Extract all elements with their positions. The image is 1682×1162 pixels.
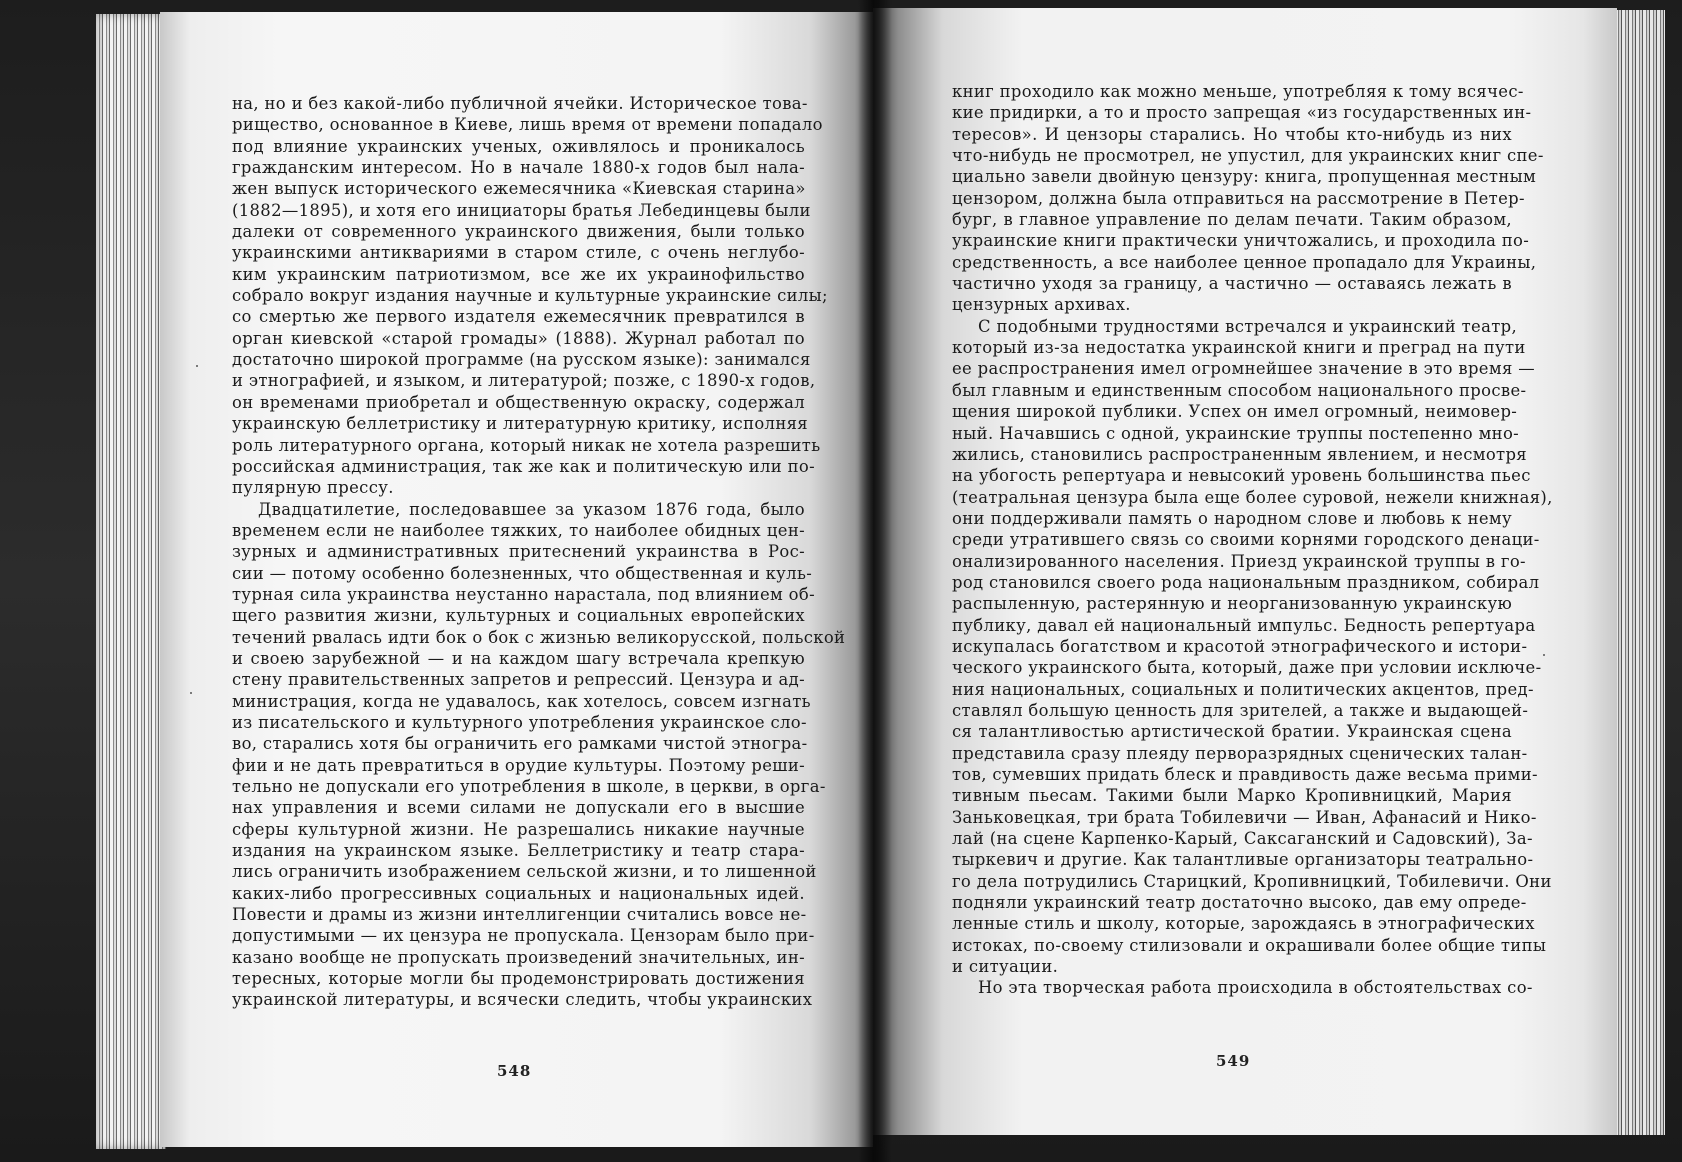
- text-line: онализированного населения. Приезд украинской труппы в го-: [952, 551, 1526, 571]
- text-line: и ситуации.: [952, 957, 1059, 977]
- text-line: пулярную прессу.: [232, 478, 394, 498]
- scan-speck: [196, 365, 198, 367]
- text-line: гражданским интересом. Но в начале 1880-х годов был нала-: [232, 158, 805, 178]
- left-page-text: [232, 93, 846, 1011]
- text-line: ее распространения имел огромнейшее значение в это время —: [952, 359, 1535, 379]
- text-line: был главным и единственным способом национального просве-: [952, 380, 1527, 400]
- text-line: жились, становились распространенным явлением, и несмотря: [952, 444, 1527, 464]
- text-line: ставлял большую ценность для зрителей, а также и выдающей-: [952, 700, 1529, 720]
- text-line: под влияние украинских ученых, оживлялось и проникалось: [232, 136, 805, 156]
- text-line: го дела потрудились Старицкий, Кропивницкий, Тобилевичи. Они: [952, 871, 1552, 891]
- text-line: рищество, основанное в Киеве, лишь время от времени попадало: [232, 115, 823, 135]
- text-line: Но эта творческая работа происходила в обстоятельствах со-: [978, 978, 1533, 998]
- text-line: украинскую беллетристику и литературную критику, исполняя: [232, 414, 808, 434]
- text-line: ния национальных, социальных и политических акцентов, пред-: [952, 679, 1534, 699]
- text-line: и своею зарубежной — и на каждом шагу встречала крепкую: [232, 648, 805, 668]
- text-line: сферы культурной жизни. Не разрешались никакие научные: [232, 819, 805, 839]
- left-page-number: 548: [497, 1062, 532, 1080]
- text-line: фии и не дать превратиться в орудие культуры. Поэтому реши-: [232, 755, 805, 775]
- text-line: украинскими антиквариями в старом стиле, с очень неглубо-: [232, 243, 805, 263]
- text-line: достаточно широкой программе (на русском языке): занимался: [232, 350, 811, 370]
- text-line: публику, давал ей национальный импульс. Бедность репертуара: [952, 615, 1536, 635]
- text-line: турная сила украинства неустанно нарастала, под влиянием об-: [232, 584, 815, 604]
- page-edges-left: [96, 14, 166, 1149]
- text-line: нах управления и всеми силами не допускали его в высшие: [232, 798, 805, 818]
- text-line: издания на украинском языке. Беллетристику и театр стара-: [232, 841, 805, 861]
- text-line: что-нибудь не просмотрел, не упустил, для украинских книг спе-: [952, 146, 1544, 166]
- text-line: зурных и административных притеснений украинства в Рос-: [232, 542, 805, 562]
- text-line: течений рвалась идти бок о бок с жизнью великорусской, польской: [232, 627, 846, 647]
- text-line: книг проходило как можно меньше, употребляя к тому всячес-: [952, 82, 1524, 101]
- text-line: каких-либо прогрессивных социальных и национальных идей.: [232, 883, 805, 903]
- text-line: ный. Начавшись с одной, украинские труппы постепенно мно-: [952, 423, 1520, 443]
- text-line: цензурных архивах.: [952, 295, 1131, 315]
- text-line: который из-за недостатка украинской книги и преград на пути: [952, 338, 1526, 358]
- text-line: на, но и без какой-либо публичной ячейки. Историческое това-: [232, 94, 808, 113]
- text-line: лай (на сцене Карпенко-Карый, Саксаганский и Садовский), За-: [952, 829, 1533, 849]
- text-line: жен выпуск исторического ежемесячника «Киевская старина»: [232, 179, 806, 199]
- text-line: подняли украинский театр достаточно высоко, дав ему опреде-: [952, 893, 1527, 913]
- text-line: род становился своего рода национальным праздником, собирал: [952, 572, 1540, 592]
- text-line: тельно не допускали его употребления в школе, в церкви, в орга-: [232, 777, 826, 796]
- text-line: роль литературного органа, который никак не хотела разрешить: [232, 435, 821, 455]
- text-line: цензором, должна была отправиться на рассмотрение в Петер-: [952, 188, 1525, 208]
- text-line: лись ограничить изображением сельской жизни, и то лишенной: [232, 862, 817, 882]
- scan-speck: [1543, 654, 1545, 656]
- text-line: распыленную, растерянную и неорганизованную украинскую: [952, 594, 1513, 614]
- text-line: украинской литературы, и всячески следить, чтобы украинских: [232, 990, 813, 1010]
- text-line: казано вообще не пропускать произведений значительных, ин-: [232, 947, 805, 967]
- text-line: временем если не наиболее тяжких, то наиболее обидных цен-: [232, 520, 805, 540]
- text-line: ленные стиль и школу, которые, зарождаясь в этнографических: [952, 914, 1535, 934]
- text-line: стену правительственных запретов и репрессий. Цензура и ад-: [232, 670, 805, 690]
- text-line: щего развития жизни, культурных и социальных европейских: [232, 606, 805, 626]
- text-line: частично уходя за границу, а частично — оставаясь лежать в: [952, 274, 1512, 294]
- text-line: (театральная цензура была еще более суровой, нежели книжная),: [952, 487, 1553, 507]
- text-line: истоках, по-своему стилизовали и окрашивали более общие типы: [952, 935, 1547, 955]
- text-line: и этнографией, и языком, и литературой; позже, с 1890-х годов,: [232, 371, 816, 391]
- text-line: бург, в главное управление по делам печати. Таким образом,: [952, 210, 1512, 230]
- text-line: представила сразу плеяду перворазрядных сценических талан-: [952, 743, 1528, 763]
- text-line: ческого украинского быта, который, даже при условии исключе-: [952, 658, 1542, 678]
- text-line: из писательского и культурного употребления украинское сло-: [232, 712, 807, 732]
- text-line: тересов». И цензоры старались. Но чтобы кто-нибудь из них: [952, 124, 1512, 144]
- text-line: Заньковецкая, три брата Тобилевичи — Иван, Афанасий и Нико-: [952, 807, 1537, 827]
- text-line: ся талантливостью артистической братии. Украинская сцена: [952, 722, 1512, 742]
- text-line: Двадцатилетие, последовавшее за указом 1876 года, было: [258, 499, 805, 519]
- text-line: украинские книги практически уничтожались, и проходила по-: [952, 231, 1530, 251]
- text-line: сии — потому особенно болезненных, что общественная и куль-: [232, 563, 813, 583]
- text-line: ким украинским патриотизмом, все же их украинофильство: [232, 264, 805, 284]
- text-line: (1882—1895), и хотя его инициаторы братья Лебединцевы были: [232, 200, 811, 220]
- text-line: кие придирки, а то и просто запрещая «из государственных ин-: [952, 103, 1532, 123]
- text-line: орган киевской «старой громады» (1888). Журнал работал по: [232, 328, 805, 348]
- text-line: тересных, которые могли бы продемонстрировать достижения: [232, 969, 805, 989]
- text-line: российская администрация, так же как и политическую или по-: [232, 456, 815, 476]
- text-line: они поддерживали память о народном слове и любовь к нему: [952, 508, 1512, 528]
- page-edges-right: [1615, 10, 1665, 1135]
- text-line: тов, сумевших придать блеск и правдивость даже весьма прими-: [952, 765, 1538, 784]
- text-line: далеки от современного украинского движения, были только: [232, 222, 805, 242]
- right-page-text: [952, 81, 1553, 999]
- text-line: тыркевич и другие. Как талантливые организаторы театрально-: [952, 850, 1534, 870]
- text-line: допустимыми — их цензура не пропускала. Цензорам было при-: [232, 926, 815, 946]
- right-page-number: 549: [1216, 1052, 1251, 1070]
- text-line: тивным пьесам. Такими были Марко Кропивницкий, Мария: [952, 786, 1512, 806]
- text-line: средственность, а все наиболее ценное пропадало для Украины,: [952, 252, 1537, 272]
- text-line: собрало вокруг издания научные и культурные украинские силы;: [232, 286, 828, 306]
- text-line: во, старались хотя бы ограничить его рамками чистой этногра-: [232, 734, 808, 754]
- text-line: он временами приобретал и общественную окраску, содержал: [232, 392, 805, 412]
- book-gutter: [858, 0, 892, 1162]
- text-line: министрация, когда не удавалось, как хотелось, совсем изгнать: [232, 691, 811, 711]
- text-line: искупалась богатством и красотой этнографического и истори-: [952, 636, 1528, 656]
- scan-speck: [190, 692, 192, 694]
- text-line: циально завели двойную цензуру: книга, пропущенная местным: [952, 167, 1537, 187]
- text-line: С подобными трудностями встречался и украинский театр,: [978, 316, 1518, 336]
- text-line: со смертью же первого издателя ежемесячник превратился в: [232, 307, 805, 327]
- text-line: щения широкой публики. Успех он имел огромный, неимовер-: [952, 402, 1518, 422]
- text-line: Повести и драмы из жизни интеллигенции считались вовсе не-: [232, 905, 807, 925]
- text-line: на убогость репертуара и невысокий уровень большинства пьес: [952, 466, 1531, 486]
- text-line: среди утратившего связь со своими корнями городского денаци-: [952, 530, 1540, 550]
